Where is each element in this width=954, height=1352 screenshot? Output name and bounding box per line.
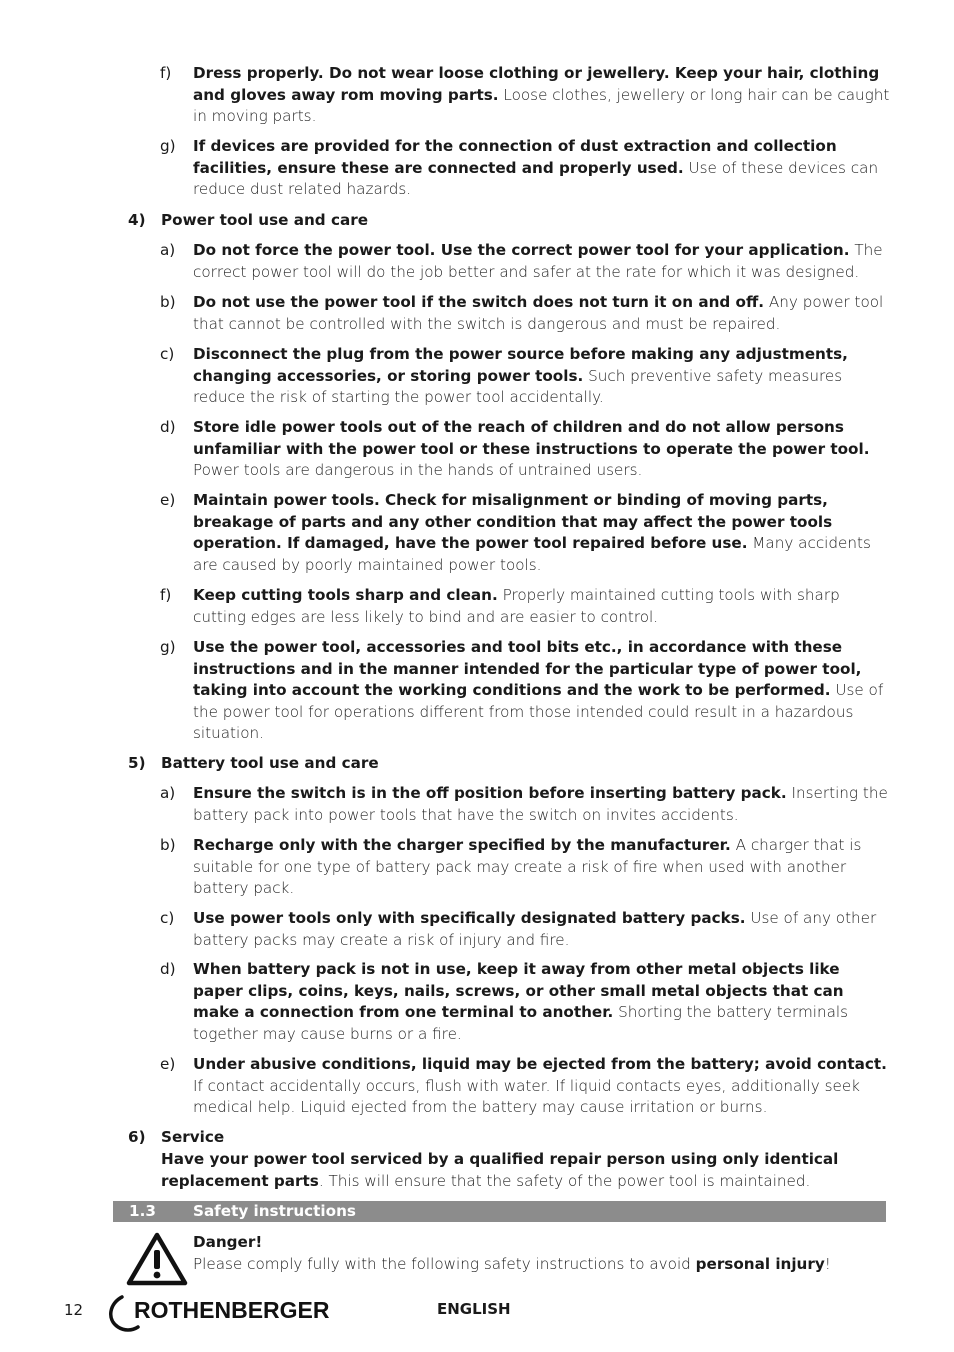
danger-notice <box>193 1232 893 1275</box>
item-text: A charger that is suitable for one type of battery pack may create a risk of fire when used with another battery pack. <box>193 836 862 897</box>
page-number: 12 <box>64 1301 84 1319</box>
danger-end: ! <box>824 1254 831 1273</box>
item-text: Loose clothes, jewellery or long hair can be caught in moving parts. <box>193 85 890 125</box>
item-text: If contact accidentally occurs, flush with water. If liquid contacts eyes, additionally seek medical help. Liquid ejected from the battery may cause irritation or burns. <box>193 1076 860 1116</box>
item-letter: f) <box>160 64 172 82</box>
item-letter: g) <box>160 638 176 656</box>
service-paragraph <box>161 1149 886 1192</box>
list-item <box>160 240 893 283</box>
list-item <box>160 292 893 335</box>
item-letter: d) <box>160 960 176 978</box>
list-item <box>160 1054 893 1119</box>
section-bar-number: 1.3 <box>129 1202 156 1220</box>
item-text: Use of the power tool for operations different from those intended could result in a hazardous situation. <box>193 681 884 742</box>
item-letter: c) <box>160 345 175 363</box>
list-item <box>160 417 893 482</box>
item-bold-text: Disconnect the plug from the power source before making any adjustments, changing accessories, or storing power tools. <box>193 345 848 385</box>
list-item <box>160 959 893 1045</box>
item-text: Such preventive safety measures reduce the risk of starting the power tool accidentally. <box>193 366 843 406</box>
danger-bold-text: personal injury <box>695 1254 825 1273</box>
item-bold-text: Under abusive conditions, liquid may be ejected from the battery; avoid contact. <box>193 1055 887 1073</box>
list-item <box>160 908 893 951</box>
list-item <box>160 344 893 409</box>
item-letter: b) <box>160 836 176 854</box>
service-bold-text: Have your power tool serviced by a qualified repair person using only identical replacement parts <box>161 1150 839 1190</box>
section-number: 6) <box>128 1128 146 1146</box>
item-letter: c) <box>160 909 175 927</box>
list-item <box>160 835 893 900</box>
warning-triangle-icon <box>126 1232 188 1286</box>
list-item <box>160 783 893 826</box>
rothenberger-logo <box>104 1293 354 1333</box>
section-title: Service <box>161 1128 225 1146</box>
section-title: Battery tool use and care <box>161 754 379 772</box>
item-letter: d) <box>160 418 176 436</box>
item-bold-text: Dress properly. Do not wear loose clothing or jewellery. Keep your hair, clothing and gloves away rom moving parts. <box>193 64 880 104</box>
item-bold-text: Do not use the power tool if the switch does not turn it on and off. <box>193 293 765 311</box>
logo-text: ROTHENBERGER <box>134 1297 330 1323</box>
item-bold-text: Ensure the switch is in the off position before inserting battery pack. <box>193 784 787 802</box>
item-text: Use of any other battery packs may create a risk of injury and fire. <box>193 909 877 949</box>
item-text: The correct power tool will do the job better and safer at the rate for which it was designed. <box>193 241 883 281</box>
section-number: 4) <box>128 211 146 229</box>
item-text: Shorting the battery terminals together may cause burns or a fire. <box>193 1003 849 1043</box>
item-text: Power tools are dangerous in the hands of untrained users. <box>193 461 643 479</box>
section-heading <box>128 1127 888 1149</box>
item-bold-text: Store idle power tools out of the reach of children and do not allow persons unfamiliar with the power tool or these instructions to operate the power tool. <box>193 418 870 458</box>
list-item <box>160 490 893 576</box>
list-item <box>160 63 893 128</box>
item-letter: b) <box>160 293 176 311</box>
item-bold-text: If devices are provided for the connection of dust extraction and collection facilities, ensure these are connected and properly used. <box>193 137 837 177</box>
item-text: Use of these devices can reduce dust related hazards. <box>193 158 879 198</box>
item-letter: e) <box>160 491 176 509</box>
danger-title: Danger! <box>193 1233 263 1251</box>
danger-text: Please comply fully with the following safety instructions to avoid <box>193 1254 696 1273</box>
item-letter: e) <box>160 1055 176 1073</box>
item-text: Any power tool that cannot be controlled with the switch is dangerous and must be repaired. <box>193 293 884 333</box>
item-text: Inserting the battery pack into power tools that have the switch on invites accidents. <box>193 784 888 824</box>
section-heading <box>128 210 888 232</box>
section-number: 5) <box>128 754 146 772</box>
danger-text-line <box>193 1254 893 1276</box>
section-title: Power tool use and care <box>161 211 368 229</box>
item-bold-text: Use the power tool, accessories and tool bits etc., in accordance with these instructions and in the manner intended for the particular type of power tool, taking into account the working conditions and the work to be performed. <box>193 638 862 699</box>
item-bold-text: When battery pack is not in use, keep it away from other metal objects like paper clips, coins, keys, nails, screws, or other small metal objects that can make a connection from one terminal to another. <box>193 960 844 1021</box>
item-text: Many accidents are caused by poorly maintained power tools. <box>193 534 871 574</box>
item-letter: a) <box>160 784 176 802</box>
section-bar-title: Safety instructions <box>193 1202 356 1220</box>
item-bold-text: Recharge only with the charger specified by the manufacturer. <box>193 836 731 854</box>
item-text: Properly maintained cutting tools with sharp cutting edges are less likely to bind and are easier to control. <box>193 586 840 626</box>
item-letter: a) <box>160 241 176 259</box>
section-bar <box>113 1201 886 1222</box>
service-text: . This will ensure that the safety of the power tool is maintained. <box>318 1171 811 1190</box>
section-heading <box>128 753 888 775</box>
item-letter: f) <box>160 586 172 604</box>
item-bold-text: Do not force the power tool. Use the correct power tool for your application. <box>193 241 850 259</box>
list-item <box>160 585 893 628</box>
item-letter: g) <box>160 137 176 155</box>
list-item <box>160 136 893 201</box>
item-bold-text: Use power tools only with specifically designated battery packs. <box>193 909 746 927</box>
item-bold-text: Maintain power tools. Check for misalignment or binding of moving parts, breakage of parts and any other condition that may affect the power tools operation. If damaged, have the power tool repaired before use. <box>193 491 833 552</box>
list-item <box>160 637 893 745</box>
language-label: ENGLISH <box>437 1300 511 1318</box>
item-bold-text: Keep cutting tools sharp and clean. <box>193 586 498 604</box>
